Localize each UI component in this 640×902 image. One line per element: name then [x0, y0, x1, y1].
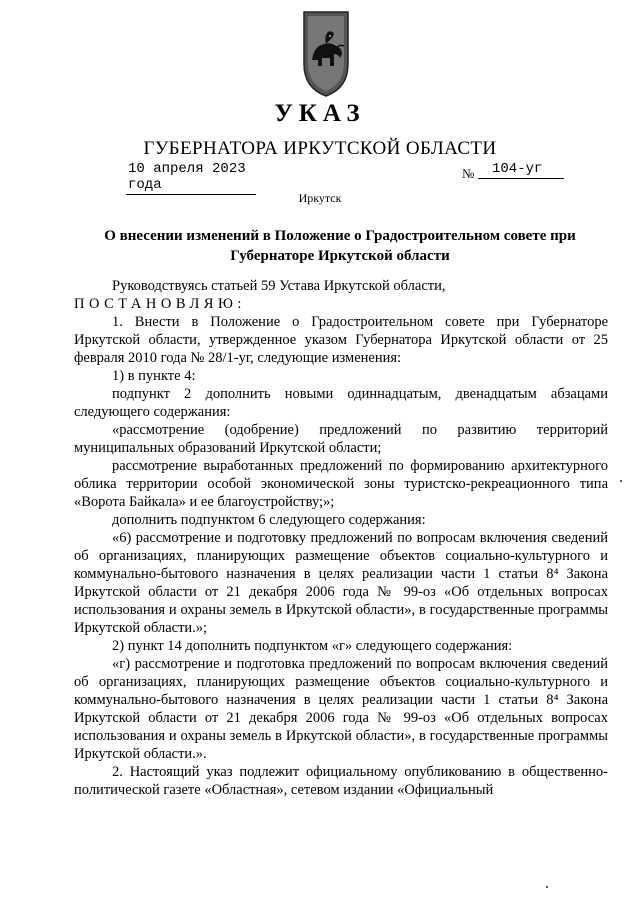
decree-number: 104-уг	[478, 161, 564, 179]
scan-speck	[546, 886, 548, 888]
paragraph: рассмотрение выработанных предложений по формированию архитектурного облика территории особой экономической зоны туристско-рекреационного типа «Ворота Байкала» и ее благоустройству;»;	[74, 458, 608, 510]
city-name: Иркутск	[298, 191, 342, 205]
decree-issuer: ГУБЕРНАТОРА ИРКУТСКОЙ ОБЛАСТИ	[143, 138, 497, 159]
decree-date: 10 апреля 2023 года	[126, 161, 256, 195]
coat-of-arms-icon	[300, 8, 352, 98]
scan-speck	[620, 480, 622, 482]
paragraph: Руководствуясь статьей 59 Устава Иркутской области,	[112, 278, 446, 294]
paragraph-postanovlyayu: ПОСТАНОВЛЯЮ:	[74, 296, 246, 312]
paragraph: «рассмотрение (одобрение) предложений по развитию территорий муниципальных образований Иркутской области;	[74, 422, 608, 456]
paragraph: 2) пункт 14 дополнить подпунктом «г» следующего содержания:	[112, 638, 513, 654]
number-sign: №	[462, 166, 475, 181]
document-title: О внесении изменений в Положение о Градостроительном совете при Губернаторе Иркутской области	[104, 228, 576, 264]
paragraph: 1. Внести в Положение о Градостроительном совете при Губернаторе Иркутской области, утвержденное указом Губернатора Иркутской области от 25 февраля 2010 года № 28/1-уг, следующие изменения:	[74, 314, 608, 366]
paragraph: «г) рассмотрение и подготовка предложений по вопросам включения сведений об организациях, планирующих размещение объектов социально-культурного и коммунально-бытового назначения в целях реализации части 1 статьи 8⁴ Закона Иркутской области от 21 декабря 2006 года № 99-оз «Об отдельных вопросах использования и охраны земель в Иркутской области», в государственные программы Иркутской области.».	[74, 656, 608, 762]
decree-title: УКАЗ	[274, 100, 366, 127]
paragraph: дополнить подпунктом 6 следующего содержания:	[112, 512, 426, 528]
paragraph: 2. Настоящий указ подлежит официальному опубликованию в общественно-политической газете «Областная», сетевом издании «Официальный	[74, 764, 608, 798]
paragraph: «6) рассмотрение и подготовку предложений по вопросам включения сведений об организациях, планирующих размещение объектов социально-культурного и коммунально-бытового назначения в целях реализации части 1 статьи 8⁴ Закона Иркутской области от 21 декабря 2006 года № 99-оз «Об отдельных вопросах использования и охраны земель в Иркутской области», в государственные программы Иркутской области.»;	[74, 530, 608, 636]
paragraph: 1) в пункте 4:	[112, 368, 196, 384]
paragraph: подпункт 2 дополнить новыми одиннадцатым, двенадцатым абзацами следующего содержания:	[74, 386, 608, 420]
document-body	[74, 277, 608, 799]
